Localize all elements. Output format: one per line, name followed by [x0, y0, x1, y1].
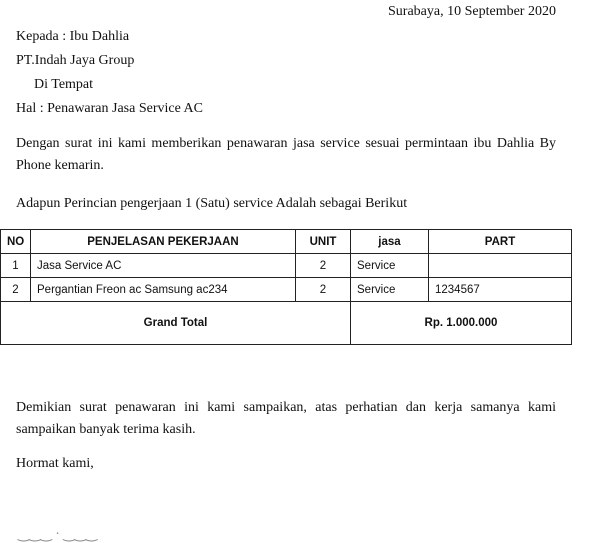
header-description: PENJELASAN PEKERJAAN	[31, 230, 296, 254]
intro-paragraph: Dengan surat ini kami memberikan penawaran jasa service sesuai permintaan ibu Dahlia By Phone kemarin.	[16, 136, 556, 173]
cell-no: 2	[1, 278, 31, 302]
header-part: PART	[429, 230, 572, 254]
table-row	[1, 254, 572, 278]
detail-intro: Adapun Perincian pengerjaan 1 (Satu) service Adalah sebagai Berikut	[16, 196, 408, 211]
recipient-place: Di Tempat	[34, 77, 94, 92]
cell-unit: 2	[296, 278, 351, 302]
table-row	[1, 278, 572, 302]
cell-jasa: Service	[351, 254, 429, 278]
closing-paragraph: Demikian surat penawaran ini kami sampaikan, atas perhatian dan kerja samanya kami sampaikan banyak terima kasih.	[16, 400, 556, 437]
offer-table	[0, 229, 572, 345]
letter-subject: Hal : Penawaran Jasa Service AC	[16, 101, 203, 116]
grand-total-label: Grand Total	[1, 302, 351, 345]
cell-no: 1	[1, 254, 31, 278]
table-header-row	[1, 230, 572, 254]
closing-regards: Hormat kami,	[16, 456, 94, 471]
cell-unit: 2	[296, 254, 351, 278]
header-jasa: jasa	[351, 230, 429, 254]
cell-description: Pergantian Freon ac Samsung ac234	[31, 278, 296, 302]
cell-jasa: Service	[351, 278, 429, 302]
signature-partial: ‿‿‿ · ‿‿‿	[18, 527, 98, 542]
header-no: NO	[1, 230, 31, 254]
cell-part: 1234567	[429, 278, 572, 302]
cell-part	[429, 254, 572, 278]
cell-description: Jasa Service AC	[31, 254, 296, 278]
recipient-line: Kepada : Ibu Dahlia	[16, 29, 130, 44]
header-unit: UNIT	[296, 230, 351, 254]
recipient-company: PT.Indah Jaya Group	[16, 53, 135, 68]
grand-total-value: Rp. 1.000.000	[351, 302, 572, 345]
grand-total-row	[1, 302, 572, 345]
letter-date: Surabaya, 10 September 2020	[388, 4, 556, 19]
